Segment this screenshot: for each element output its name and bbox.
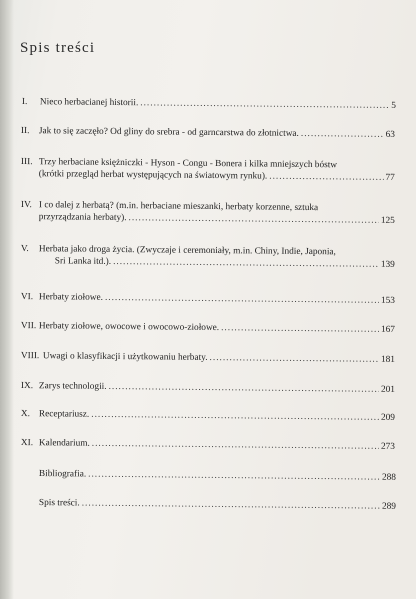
entry-page-number: 139	[380, 259, 395, 270]
toc-entry-2	[21, 125, 395, 141]
entry-page-number: 289	[381, 501, 396, 512]
toc-entry-8	[21, 350, 395, 366]
dot-leader	[128, 212, 378, 227]
entry-title: Kalendarium.	[38, 438, 90, 449]
entry-number: I.	[21, 96, 28, 108]
toc-entry-bibliography	[39, 468, 396, 484]
page-title: Spis treści	[20, 40, 96, 56]
entry-title: Bibliografia.	[38, 468, 87, 480]
entry-page-number: 273	[380, 441, 395, 452]
entry-page-number: 209	[380, 412, 395, 423]
toc-entry-9	[21, 380, 395, 396]
dot-leader	[210, 352, 380, 366]
entry-page-number: 167	[380, 324, 395, 335]
toc-entry-10	[21, 408, 395, 424]
entry-number: III.	[20, 156, 33, 168]
entry-number: VI.	[20, 291, 34, 303]
entry-title: I co dalej z herbatą? (m.in. herbaciane mieszanki, herbaty korzenne, sztuka	[38, 200, 319, 214]
entry-title: Trzy herbaciane księżniczki - Hyson - Congu - Bonera i kilka mniejszych bóstw	[38, 157, 338, 171]
toc-entry-5	[21, 243, 395, 271]
toc-entry-contents	[39, 497, 396, 513]
entry-title-continued: Sri Lanka itd.).	[54, 256, 112, 267]
entry-page-number: 125	[380, 215, 395, 226]
dot-leader	[221, 322, 379, 336]
entry-number: X.	[20, 408, 31, 420]
entry-title: Zarys technologii.	[38, 381, 107, 392]
dot-leader	[105, 292, 379, 307]
toc-entry-6	[21, 291, 395, 307]
dot-leader	[140, 97, 389, 112]
dot-leader	[269, 171, 383, 184]
dot-leader	[88, 469, 380, 484]
entry-title: Herbaty ziołowe, owocowe i owocowo-ziołowe.	[38, 321, 220, 334]
toc-entry-3	[21, 156, 395, 184]
dot-leader	[91, 409, 379, 424]
entry-number: VIII.	[20, 350, 40, 362]
entry-number: II.	[20, 125, 30, 137]
dot-leader	[109, 381, 380, 396]
dot-leader	[92, 438, 379, 453]
entry-page-number: 5	[391, 100, 396, 111]
entry-page-number: 77	[385, 172, 395, 183]
entry-title-continued: (krótki przegląd herbat występujących na światowym rynku).	[38, 169, 268, 182]
toc-entry-7	[21, 320, 395, 336]
entry-title: Herbata jako droga życia. (Zwyczaje i ceremoniały, m.in. Chiny, Indie, Japonia,	[38, 244, 336, 258]
entry-number: IX.	[20, 380, 34, 392]
toc-entry-1	[22, 96, 396, 112]
dot-leader	[301, 128, 384, 141]
entry-page-number: 63	[385, 129, 395, 140]
dot-leader	[113, 256, 379, 271]
entry-number: XI.	[20, 437, 34, 449]
entry-title: Uwagi o klasyfikacji i użytkowaniu herbaty.	[42, 351, 208, 363]
entry-title: Herbaty ziołowe.	[38, 292, 104, 303]
toc-entry-11	[21, 437, 395, 453]
entry-number: IV.	[20, 199, 32, 211]
dot-leader	[82, 497, 380, 512]
entry-page-number: 181	[380, 354, 395, 365]
entry-title-continued: przyrządzania herbaty).	[38, 212, 127, 224]
entry-title: Spis treści.	[38, 497, 80, 509]
toc-entry-4	[21, 199, 395, 227]
entry-page-number: 288	[381, 472, 396, 483]
entry-title: Receptariusz.	[38, 409, 90, 420]
entry-page-number: 201	[380, 384, 395, 395]
entry-page-number: 153	[380, 295, 395, 306]
entry-title: Nieco herbacianej historii.	[39, 97, 139, 109]
entry-number: V.	[20, 243, 29, 255]
entry-title: Jak to się zaczęło? Od gliny do srebra - od garncarstwa do złotnictwa.	[38, 126, 299, 139]
entry-number: VII.	[20, 320, 37, 332]
